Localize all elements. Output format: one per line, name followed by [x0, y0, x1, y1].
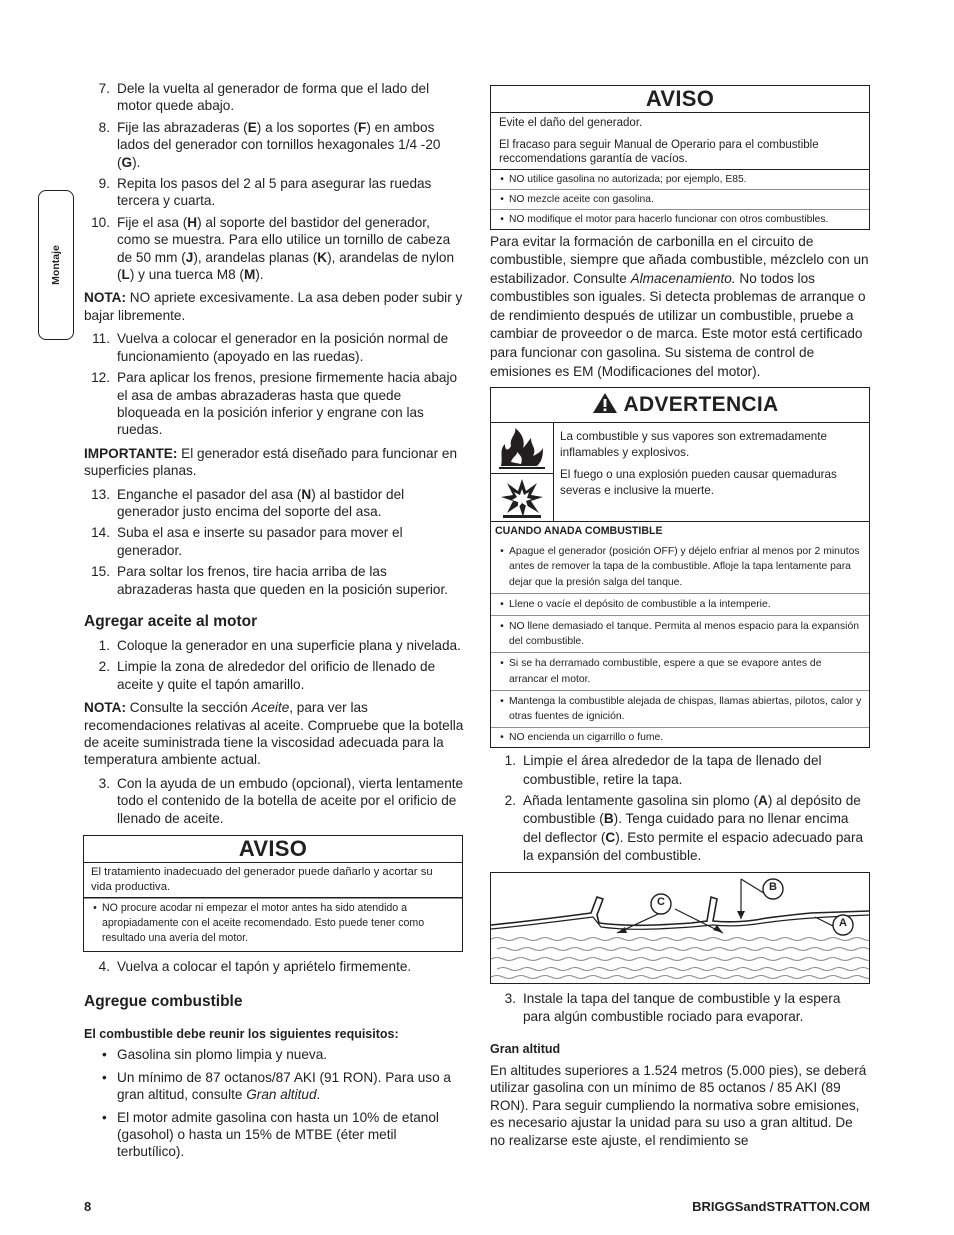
list-item: 11. Vuelva a colocar el generador en la posición normal de funcionamiento (apoyado en las ruedas). — [92, 331, 449, 364]
list-item: 2. Añada lentamente gasolina sin plomo (A) al depósito de combustible (B). Tenga cuidado para no llenar encima del deflector (C). Esto permite el espacio adecuado para la expansión del combustible. — [504, 792, 864, 864]
warning-bullet: • Apague el generador (posición OFF) y déjelo enfriar al menos por 2 minutos antes de remover la tapa de la combustible. Afloje la tapa lentamente para dejar que la presión salga del tanque. — [500, 546, 860, 588]
notice-bullets — [491, 170, 869, 229]
list-item: 12. Para aplicar los frenos, presione firmemente hacia abajo el asa de ambas abrazaderas hasta que quede bloqueada en la posición inferior y engrane con las ruedas. — [91, 370, 458, 438]
right-column — [490, 85, 870, 1155]
list-item: • Gasolina sin plomo limpia y nueva. — [102, 1047, 328, 1063]
hazard-text — [554, 423, 869, 521]
part-reference: H — [187, 214, 198, 230]
section-heading-oil: Agregar aceite al motor — [84, 612, 258, 630]
paragraph: En altitudes superiores a 1.524 metros (5.000 pies), se deberá utilizar gasolina con un mínimo de 85 octanos / 85 AKI (89 RON). Para seguir cumpliendo la normativa sobre emisiones, es necesario ajustar la unidad para su uso a gran altitud. De no realizarse este ajuste, el rendimiento se — [490, 1063, 867, 1148]
part-reference: G — [121, 154, 133, 170]
warning-hazard-row — [491, 423, 869, 522]
warning-title: ADVERTENCIA — [491, 388, 869, 423]
part-reference: B — [603, 811, 614, 827]
list-item: 15. Para soltar los frenos, tire hacia arriba de las abrazaderas hasta que queden en la posición superior. — [91, 564, 449, 597]
list-item: 13. Enganche el pasador del asa (N) al bastidor del generador justo encima del soporte del asa. — [91, 486, 405, 519]
part-reference: E — [247, 119, 257, 135]
notice-bullet: • NO mezcle aceite con gasolina. — [491, 189, 869, 209]
hazard-text-line: La combustible y sus vapores son extremadamente inflamables y explosivos. — [560, 430, 828, 460]
part-reference: N — [301, 486, 312, 502]
callout-label-b: B — [769, 881, 777, 894]
notice-text: Evite el daño del generador. — [499, 117, 643, 129]
list-item: 9. Repita los pasos del 2 al 5 para asegurar las ruedas tercera y cuarta. — [98, 176, 432, 209]
part-reference: K — [317, 249, 328, 265]
fuel-tank-figure — [490, 872, 870, 984]
warning-bullet: • Mantenga la combustible alejada de chispas, llamas abiertas, pilotos, calor y otras fuentes de ignición. — [491, 690, 869, 727]
notice-text: El tratamiento inadecuado del generador puede dañarlo y acortar su vida productiva. — [91, 866, 433, 893]
part-reference: J — [185, 249, 194, 265]
warning-triangle-icon — [592, 392, 618, 414]
notice-bullet: • NO utilice gasolina no autorizada; por ejemplo, E85. — [500, 173, 747, 185]
part-reference: A — [758, 792, 768, 808]
warning-bullet: • NO llene demasiado el tanque. Permita al menos espacio para la expansión del combustible. — [491, 615, 869, 652]
page-number: 8 — [84, 1199, 92, 1214]
requirements-title: El combustible debe reunir los siguientes requisitos: — [84, 1027, 399, 1042]
warning-box — [490, 387, 870, 748]
list-item: 8. Fije las abrazaderas (E) a los soportes (F) en ambos lados del generador con tornillos hexagonales 1/4 -20 (G). — [98, 119, 441, 170]
notice-title: AVISO — [491, 86, 869, 113]
list-item: 10. Fije el asa (H) al soporte del bastidor del generador, como se muestra. Para ello utilice un tornillo de cabeza de 50 mm (J), arandelas planas (K), arandelas de nylon (L) y una tuerca M8 (M). — [91, 214, 455, 283]
steps-list — [84, 958, 464, 975]
warning-bullet: • Llene o vacíe el depósito de combustible a la intemperie. — [491, 593, 869, 615]
steps-list — [84, 486, 464, 598]
section-heading-altitude: Gran altitud — [490, 1042, 561, 1057]
notice-title: AVISO — [84, 836, 462, 863]
hazard-text-line: El fuego o una explosión pueden causar quemaduras severas e inclusive la muerte. — [560, 468, 837, 498]
list-item: 1. Limpie el área alrededor de la tapa de llenado del combustible, retire la tapa. — [504, 753, 822, 788]
part-reference: L — [121, 267, 130, 283]
list-item: 1. Coloque la generador en una superficie plana y nivelada. — [98, 637, 461, 653]
list-item: 7. Dele la vuelta al generador de forma que el lado del motor quede abajo. — [98, 81, 430, 114]
callout-label-c: C — [657, 896, 665, 909]
note-paragraph: NOTA: Consulte la sección Aceite, para ver las recomendaciones relativas al aceite. Compruebe que la botella de aceite suministrada tiene la viscosidad adecuada para la temperatura ambiente actual. — [84, 700, 464, 768]
hazard-icons — [491, 423, 554, 521]
list-item: 3. Instale la tapa del tanque de combustible y la espera para algún combustible rociado para evaporar. — [504, 991, 841, 1025]
section-heading-fuel: Agregue combustible — [84, 993, 243, 1011]
list-item: 4. Vuelva a colocar el tapón y apriételo firmemente. — [98, 959, 412, 975]
warning-bullets — [491, 540, 869, 747]
left-column — [84, 80, 464, 1166]
section-tab-label: Montaje — [50, 245, 62, 285]
list-item: • Un mínimo de 87 octanos/87 AKI (91 RON). Para uso a gran altitud, consulte Gran altitud. — [102, 1069, 451, 1103]
important-paragraph: IMPORTANTE: El generador está diseñado para funcionar en superficies planas. — [84, 445, 458, 479]
paragraph: Para evitar la formación de carbonilla en el circuito de combustible, siempre que añada combustible, mézclelo con un estabilizador. Consulte Almacenamiento. No todos los combustibles son iguales. Si detecta problemas de arranque o de rendimiento después de utilizar un combustible, pruebe a cambiar de proveedor o de marca. Este motor está certificado para funcionar con gasolina. Su sistema de control de emisiones es EM (Modificaciones del motor). — [490, 233, 869, 379]
list-item: • El motor admite gasolina con hasta un 10% de etanol (gasohol) o hasta un 15% de MTBE (éter metil terbutílico). — [102, 1109, 439, 1160]
notice-box-oil — [83, 835, 463, 952]
callout-label-a: A — [839, 917, 847, 930]
steps-list — [490, 752, 870, 866]
warning-subtitle: CUANDO ANADA COMBUSTIBLE — [495, 525, 663, 538]
notice-bullet: • NO modifique el motor para hacerlo funcionar con otros combustibles. — [491, 209, 869, 229]
list-item: 3. Con la ayuda de un embudo (opcional), vierta lentamente todo el contenido de la botella de aceite por el orificio de llenado de aceite. — [98, 775, 464, 826]
footer-website: BRIGGSandSTRATTON.COM — [692, 1199, 870, 1214]
warning-bullet: • NO encienda un cigarrillo o fume. — [491, 727, 869, 747]
note-paragraph: NOTA: NO apriete excesivamente. La asa deben poder subir y bajar libremente. — [84, 290, 463, 323]
part-reference: C — [605, 829, 616, 845]
section-tab — [38, 190, 74, 340]
steps-list — [84, 330, 464, 438]
explosion-icon — [491, 474, 553, 521]
steps-list — [84, 637, 464, 693]
list-item: 14. Suba el asa e inserte su pasador para mover el generador. — [91, 525, 403, 558]
fire-icon — [491, 423, 553, 474]
warning-bullet: • Si se ha derramado combustible, espere a que se evapore antes de arrancar el motor. — [491, 652, 869, 689]
notice-bullet: • NO procure acodar ni empezar el motor antes ha sido atendido a apropiadamente con el aceite recomendado. Esto puede tener como resultado una avería del motor. — [84, 898, 462, 951]
steps-list — [490, 990, 870, 1026]
part-reference: F — [358, 119, 367, 135]
notice-text: El fracaso para seguir Manual de Operario para el combustible reccomendations garantía de vacíos. — [499, 138, 819, 165]
notice-box-fuel — [490, 85, 870, 230]
steps-list — [84, 775, 464, 827]
steps-list — [84, 80, 464, 283]
part-reference: M — [243, 267, 256, 283]
list-item: 2. Limpie la zona de alrededor del orificio de llenado de aceite y quite el tapón amarillo. — [98, 659, 436, 692]
